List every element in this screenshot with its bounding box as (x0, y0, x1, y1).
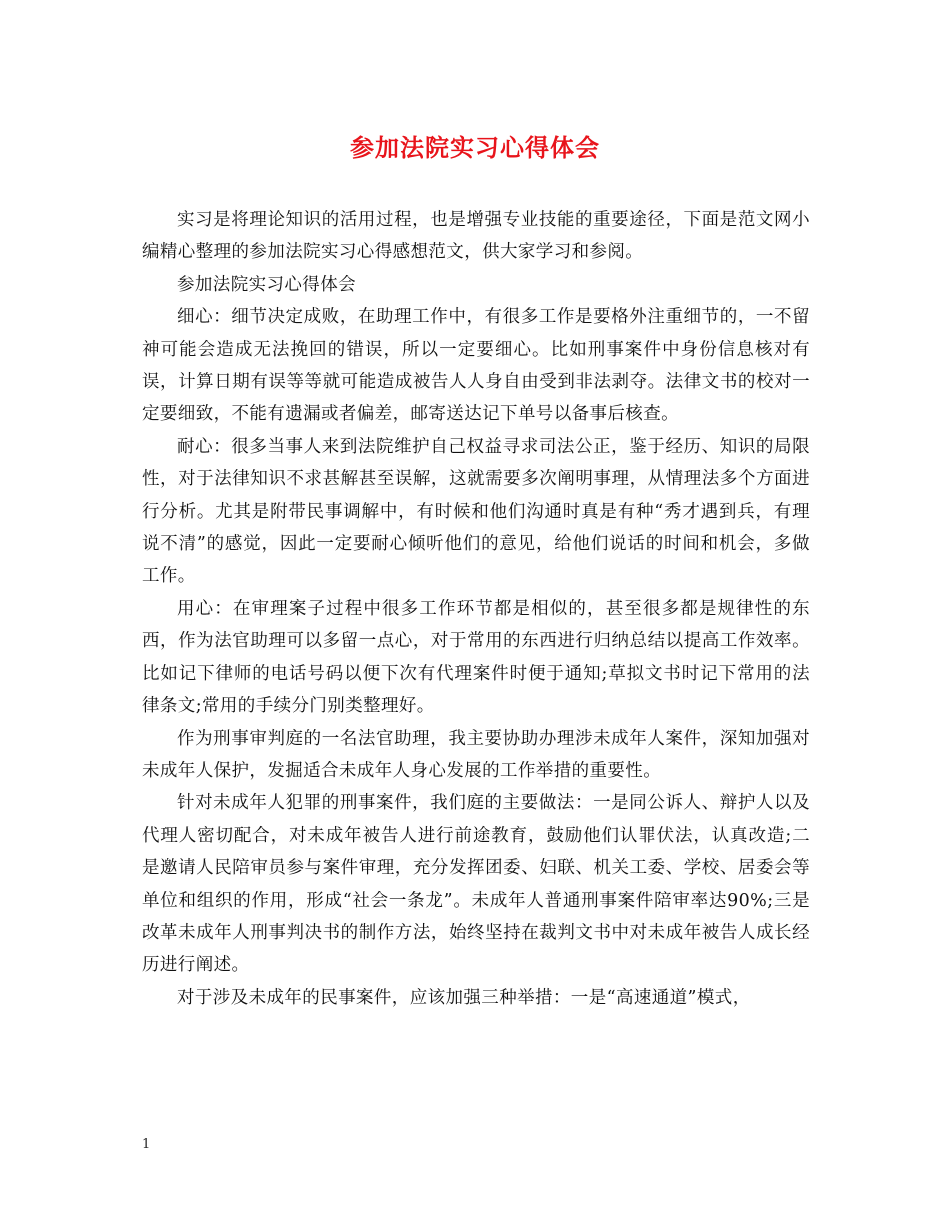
page-number: 1 (142, 1137, 151, 1152)
paragraph-intro: 实习是将理论知识的活用过程，也是增强专业技能的重要途径，下面是范文网小编精心整理的参加法院实习心得感想范文，供大家学习和参阅。 (142, 210, 810, 263)
paragraph-criminal-cases: 针对未成年人犯罪的刑事案件，我们庭的主要做法：一是同公诉人、辩护人以及代理人密切配合，对未成年被告人进行前途教育，鼓励他们认罪伏法，认真改造;二是邀请人民陪审员参与案件审理，充分发挥团委、妇联、机关工委、学校、居委会等单位和组织的作用，形成“社会一条龙”。未成年人普通刑事案件陪审率达90%;三是改革未成年人刑事判决书的制作方法，始终坚持在裁判文书中对未成年被告人成长经历进行阐述。 (142, 793, 810, 976)
paragraph-carefulness: 细心：细节决定成败，在助理工作中，有很多工作是要格外注重细节的，一不留神可能会造成无法挽回的错误，所以一定要细心。比如刑事案件中身份信息核对有误，计算日期有误等等就可能造成被告人人身自由受到非法剥夺。法律文书的校对一定要细致，不能有遗漏或者偏差，邮寄送达记下单号以备事后核查。 (142, 307, 810, 425)
document-body (142, 204, 810, 1014)
paragraph-patience: 耐心：很多当事人来到法院维护自己权益寻求司法公正，鉴于经历、知识的局限性，对于法律知识不求甚解甚至误解，这就需要多次阐明事理，从情理法多个方面进行分析。尤其是附带民事调解中，有时候和他们沟通时真是有种“秀才遇到兵，有理说不清”的感觉，因此一定要耐心倾听他们的意见，给他们说话的时间和机会，多做工作。 (142, 436, 810, 587)
paragraph-attentiveness: 用心：在审理案子过程中很多工作环节都是相似的，甚至很多都是规律性的东西，作为法官助理可以多留一点心，对于常用的东西进行归纳总结以提高工作效率。比如记下律师的电话号码以便下次有代理案件时便于通知;草拟文书时记下常用的法律条文;常用的手续分门别类整理好。 (142, 598, 810, 717)
paragraph-civil-cases: 对于涉及未成年的民事案件，应该加强三种举措：一是“高速通道”模式， (177, 987, 751, 1008)
document-title: 参加法院实习心得体会 (350, 133, 600, 162)
paragraph-subheading: 参加法院实习心得体会 (177, 274, 356, 295)
paragraph-role: 作为刑事审判庭的一名法官助理，我主要协助办理涉未成年人案件，深知加强对未成年人保护，发掘适合未成年人身心发展的工作举措的重要性。 (142, 728, 810, 781)
